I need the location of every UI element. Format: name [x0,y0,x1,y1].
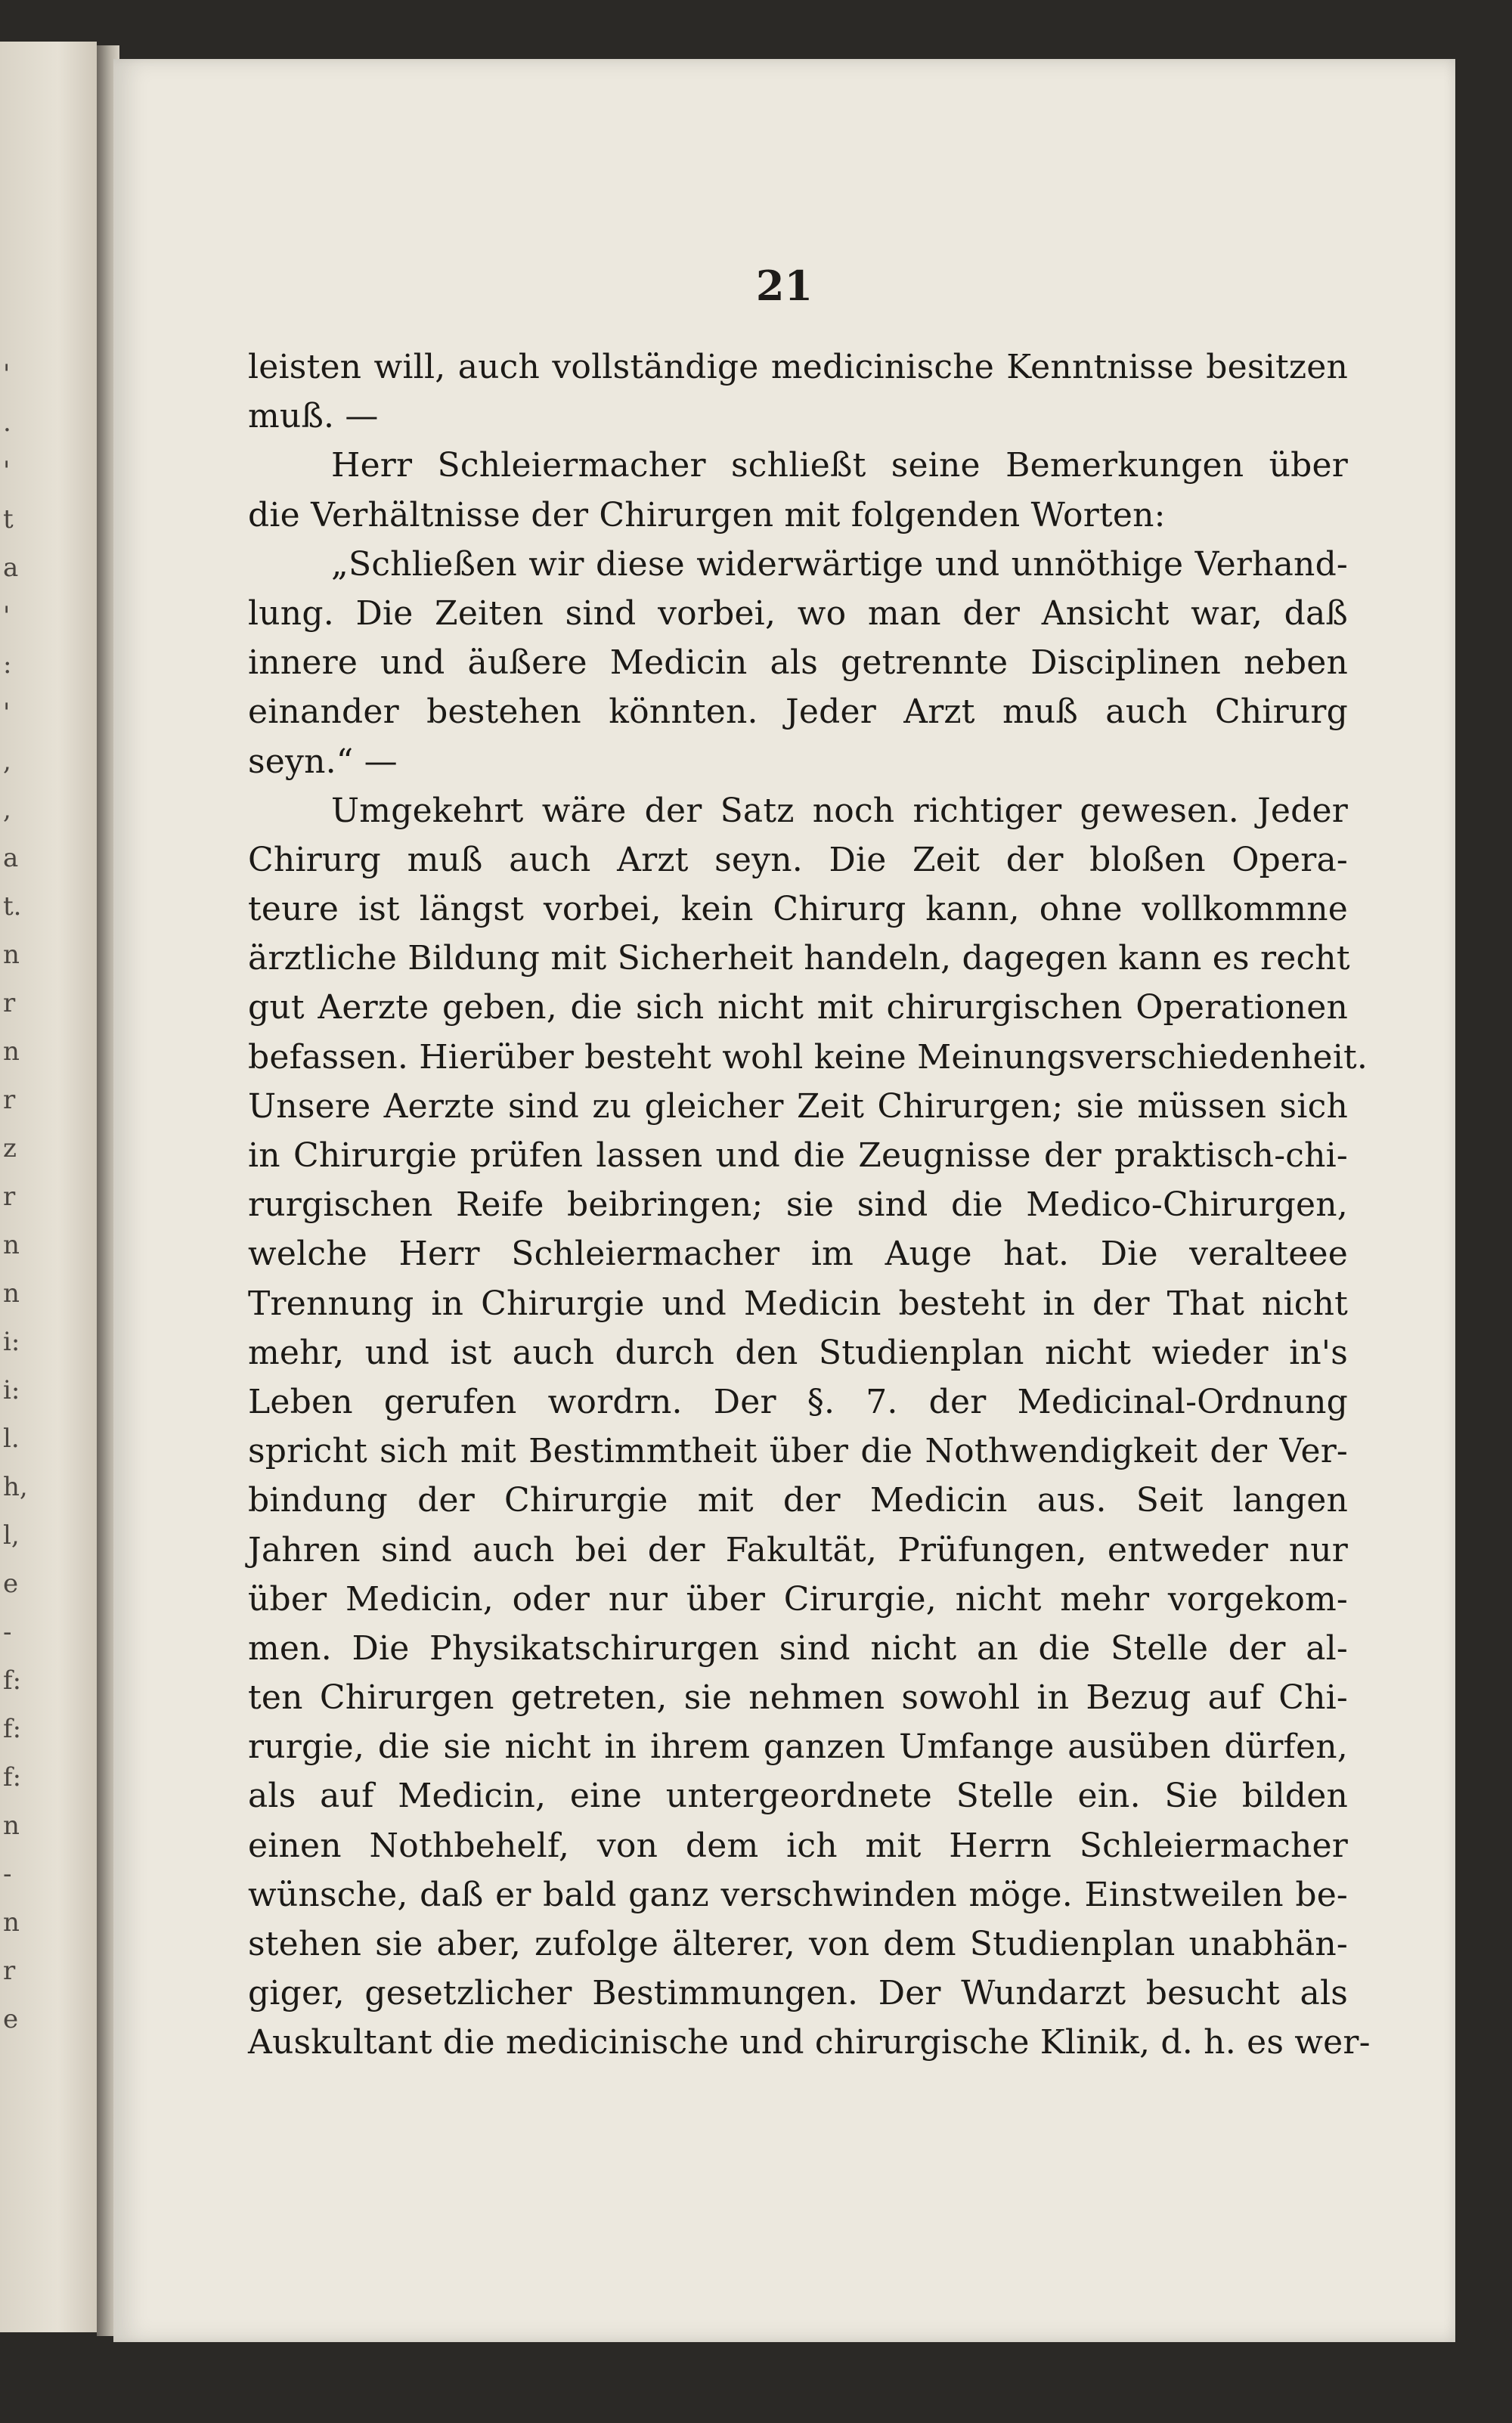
text-line: teure ist längst vorbei, kein Chirurg kann, ohne vollkommne [248,890,1348,929]
text-line: wünsche, daß er bald ganz verschwinden möge. Einstweilen be- [248,1875,1348,1914]
previous-page-mark: ' [3,359,11,389]
text-line: über Medicin, oder nur über Cirurgie, nicht mehr vorgekom- [248,1579,1348,1619]
text-line: leisten will, auch vollständige medicinische Kenntnisse besitzen [248,348,1348,386]
previous-page-mark: n [3,1907,20,1938]
text-line: „Schließen wir diese widerwärtige und unnöthige Verhand- [331,544,1348,584]
previous-page-mark: l, [3,1520,20,1551]
previous-page-mark: l. [3,1424,20,1454]
text-line: einander bestehen könnten. Jeder Arzt muß auch Chirurg [248,693,1348,732]
previous-page-edge [0,42,97,2332]
text-line: spricht sich mit Bestimmtheit über die Nothwendigkeit der Ver- [248,1432,1348,1471]
text-line: bindung der Chirurgie mit der Medicin aus. Seit langen [248,1481,1348,1520]
text-line: men. Die Physikatschirurgen sind nicht an die Stelle der al- [248,1628,1348,1668]
text-line: seyn.“ — [248,742,398,781]
previous-page-mark: : [3,649,12,680]
previous-page-mark: r [3,1085,16,1115]
previous-page-mark: z [3,1133,17,1163]
text-line: gut Aerzte geben, die sich nicht mit chirurgischen Operationen [248,988,1348,1027]
previous-page-mark: n [3,1811,20,1841]
previous-page-mark: ' [3,698,11,728]
text-line: als auf Medicin, eine untergeordnete Stelle ein. Sie bilden [248,1777,1348,1816]
previous-page-mark: n [3,1036,20,1067]
previous-page-mark: a [3,553,19,583]
text-line: Chirurg muß auch Arzt seyn. Die Zeit der bloßen Opera- [248,840,1348,879]
text-line: giger, gesetzlicher Bestimmungen. Der Wundarzt besucht als [248,1974,1348,2013]
previous-page-mark: t [3,504,14,534]
text-line: einen Nothbehelf, von dem ich mit Herrn Schleiermacher [248,1826,1348,1865]
text-line: ärztliche Bildung mit Sicherheit handeln, dagegen kann es recht [248,939,1350,978]
previous-page-mark: i: [3,1327,20,1357]
previous-page-mark: f: [3,1762,22,1792]
body-text [248,342,1371,2068]
text-line: Herr Schleiermacher schließt seine Bemerkungen über [331,446,1348,485]
text-line: Unsere Aerzte sind zu gleicher Zeit Chirurgen; sie müssen sich [248,1086,1348,1126]
text-line: befassen. Hierüber besteht wohl keine Meinungsverschiedenheit. [248,1037,1368,1077]
previous-page-mark: e [3,1569,19,1599]
text-line: muß. — [248,397,379,436]
previous-page-mark: n [3,1230,20,1260]
previous-page-line-endings [3,359,33,2053]
previous-page-mark: - [3,1859,12,1889]
previous-page-mark: n [3,940,20,970]
previous-page-mark: r [3,1956,16,1986]
text-line: Umgekehrt wäre der Satz noch richtiger gewesen. Jeder [331,791,1348,830]
book-page [113,59,1455,2342]
text-line: innere und äußere Medicin als getrennte Disciplinen neben [248,643,1348,683]
previous-page-mark: e [3,2004,19,2034]
text-line: rurgie, die sie nicht in ihrem ganzen Umfange ausüben dürfen, [248,1727,1348,1767]
previous-page-mark: r [3,1182,16,1212]
text-line: in Chirurgie prüfen lassen und die Zeugnisse der praktisch-chi- [248,1136,1348,1175]
previous-page-mark: , [3,795,11,825]
previous-page-mark: r [3,988,16,1018]
previous-page-mark: - [3,1617,12,1647]
previous-page-mark: f: [3,1665,22,1696]
previous-page-mark: t. [3,891,22,922]
previous-page-mark: a [3,843,19,873]
previous-page-mark: f: [3,1714,22,1744]
text-line: Leben gerufen wordrn. Der §. 7. der Medicinal-Ordnung [248,1382,1348,1421]
text-line: ten Chirurgen getreten, sie nehmen sowohl in Bezug auf Chi- [248,1678,1348,1718]
previous-page-mark: . [3,407,11,438]
text-line: welche Herr Schleiermacher im Auge hat. Die veralteee [248,1235,1348,1274]
text-line: stehen sie aber, zufolge älterer, von dem Studienplan unabhän- [248,1925,1348,1963]
previous-page-mark: ' [3,601,11,631]
page-number: 21 [755,262,813,310]
previous-page-mark: n [3,1278,20,1309]
previous-page-mark: h, [3,1472,28,1502]
text-line: lung. Die Zeiten sind vorbei, wo man der Ansicht war, daß [248,593,1348,633]
text-line: mehr, und ist auch durch den Studienplan nicht wieder in's [248,1333,1348,1372]
text-line: die Verhältnisse der Chirurgen mit folgenden Worten: [248,495,1166,534]
text-line: Auskultant die medicinische und chirurgische Klinik, d. h. es wer- [248,2023,1371,2062]
previous-page-mark: ' [3,456,11,486]
previous-page-mark: i: [3,1375,20,1405]
text-line: Trennung in Chirurgie und Medicin besteht in der That nicht [248,1284,1348,1323]
previous-page-mark: , [3,746,11,776]
text-line: rurgischen Reife beibringen; sie sind die Medico-Chirurgen, [248,1185,1348,1225]
text-line: Jahren sind auch bei der Fakultät, Prüfungen, entweder nur [248,1530,1348,1569]
